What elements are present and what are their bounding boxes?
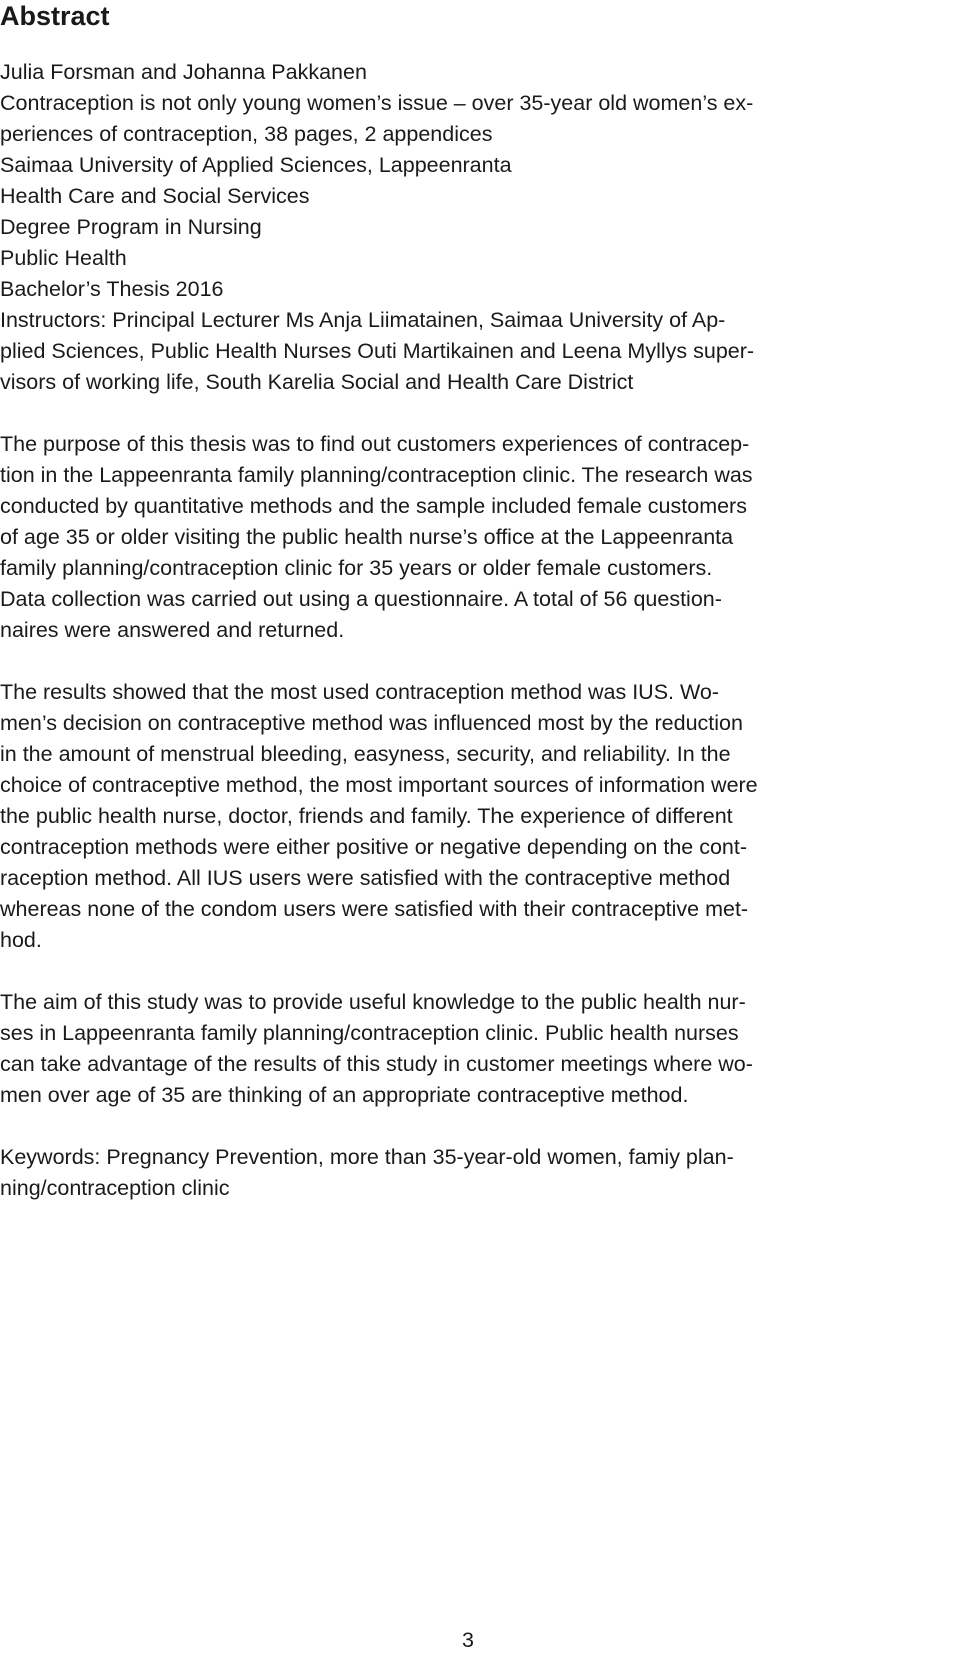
keywords-line: ning/contraception clinic <box>0 1176 230 1200</box>
paragraph-line: whereas none of the condom users were satisfied with their contraceptive met- <box>0 897 749 921</box>
title-line: Contraception is not only young women’s issue – over 35-year old women’s ex- <box>0 91 754 115</box>
paragraph-line: choice of contraceptive method, the most important sources of information were <box>0 773 758 797</box>
paragraph-line: in the amount of menstrual bleeding, easyness, security, and reliability. In the <box>0 742 731 766</box>
faculty-line: Health Care and Social Services <box>0 184 310 208</box>
paragraph-line: family planning/contraception clinic for 35 years or older female customers. <box>0 556 713 580</box>
paragraph-spacer <box>0 1111 948 1142</box>
aim-paragraph <box>0 987 948 1111</box>
title-line: periences of contraception, 38 pages, 2 appendices <box>0 122 493 146</box>
thesis-year-line: Bachelor’s Thesis 2016 <box>0 277 224 301</box>
paragraph-line: tion in the Lappeenranta family planning/contraception clinic. The research was <box>0 463 753 487</box>
paragraph-line: of age 35 or older visiting the public health nurse’s office at the Lappeenranta <box>0 525 734 549</box>
specialization-line: Public Health <box>0 246 127 270</box>
thesis-info-block <box>0 57 948 398</box>
instructors-line: Instructors: Principal Lecturer Ms Anja Liimatainen, Saimaa University of Ap- <box>0 308 726 332</box>
paragraph-line: the public health nurse, doctor, friends and family. The experience of different <box>0 804 733 828</box>
paragraph-spacer <box>0 646 948 677</box>
purpose-paragraph <box>0 429 948 646</box>
paragraph-line: The purpose of this thesis was to find out customers experiences of contracep- <box>0 432 750 456</box>
paragraph-line: The results showed that the most used contraception method was IUS. Wo- <box>0 680 720 704</box>
paragraph-line: raception method. All IUS users were satisfied with the contraceptive method <box>0 866 731 890</box>
paragraph-line: can take advantage of the results of this study in customer meetings where wo- <box>0 1052 753 1076</box>
results-paragraph <box>0 677 948 956</box>
paragraph-line: men’s decision on contraceptive method was influenced most by the reduction <box>0 711 743 735</box>
instructors-line: visors of working life, South Karelia Social and Health Care District <box>0 370 634 394</box>
authors-line: Julia Forsman and Johanna Pakkanen <box>0 60 367 84</box>
paragraph-line: Data collection was carried out using a questionnaire. A total of 56 question- <box>0 587 722 611</box>
university-line: Saimaa University of Applied Sciences, Lappeenranta <box>0 153 512 177</box>
degree-program-line: Degree Program in Nursing <box>0 215 262 239</box>
page-number: 3 <box>462 1628 474 1652</box>
paragraph-spacer <box>0 956 948 987</box>
paragraph-line: hod. <box>0 928 42 952</box>
keywords-line: Keywords: Pregnancy Prevention, more than 35-year-old women, famiy plan- <box>0 1145 734 1169</box>
paragraph-line: The aim of this study was to provide useful knowledge to the public health nur- <box>0 990 746 1014</box>
paragraph-line: conducted by quantitative methods and the sample included female customers <box>0 494 747 518</box>
paragraph-line: ses in Lappeenranta family planning/contraception clinic. Public health nurses <box>0 1021 739 1045</box>
paragraph-spacer <box>0 398 948 429</box>
abstract-body <box>0 57 948 1204</box>
paragraph-line: contraception methods were either positive or negative depending on the cont- <box>0 835 747 859</box>
instructors-line: plied Sciences, Public Health Nurses Outi Martikainen and Leena Myllys super- <box>0 339 755 363</box>
paragraph-line: men over age of 35 are thinking of an appropriate contraceptive method. <box>0 1083 689 1107</box>
paragraph-line: naires were answered and returned. <box>0 618 345 642</box>
abstract-heading: Abstract <box>0 1 110 31</box>
keywords-paragraph <box>0 1142 948 1204</box>
